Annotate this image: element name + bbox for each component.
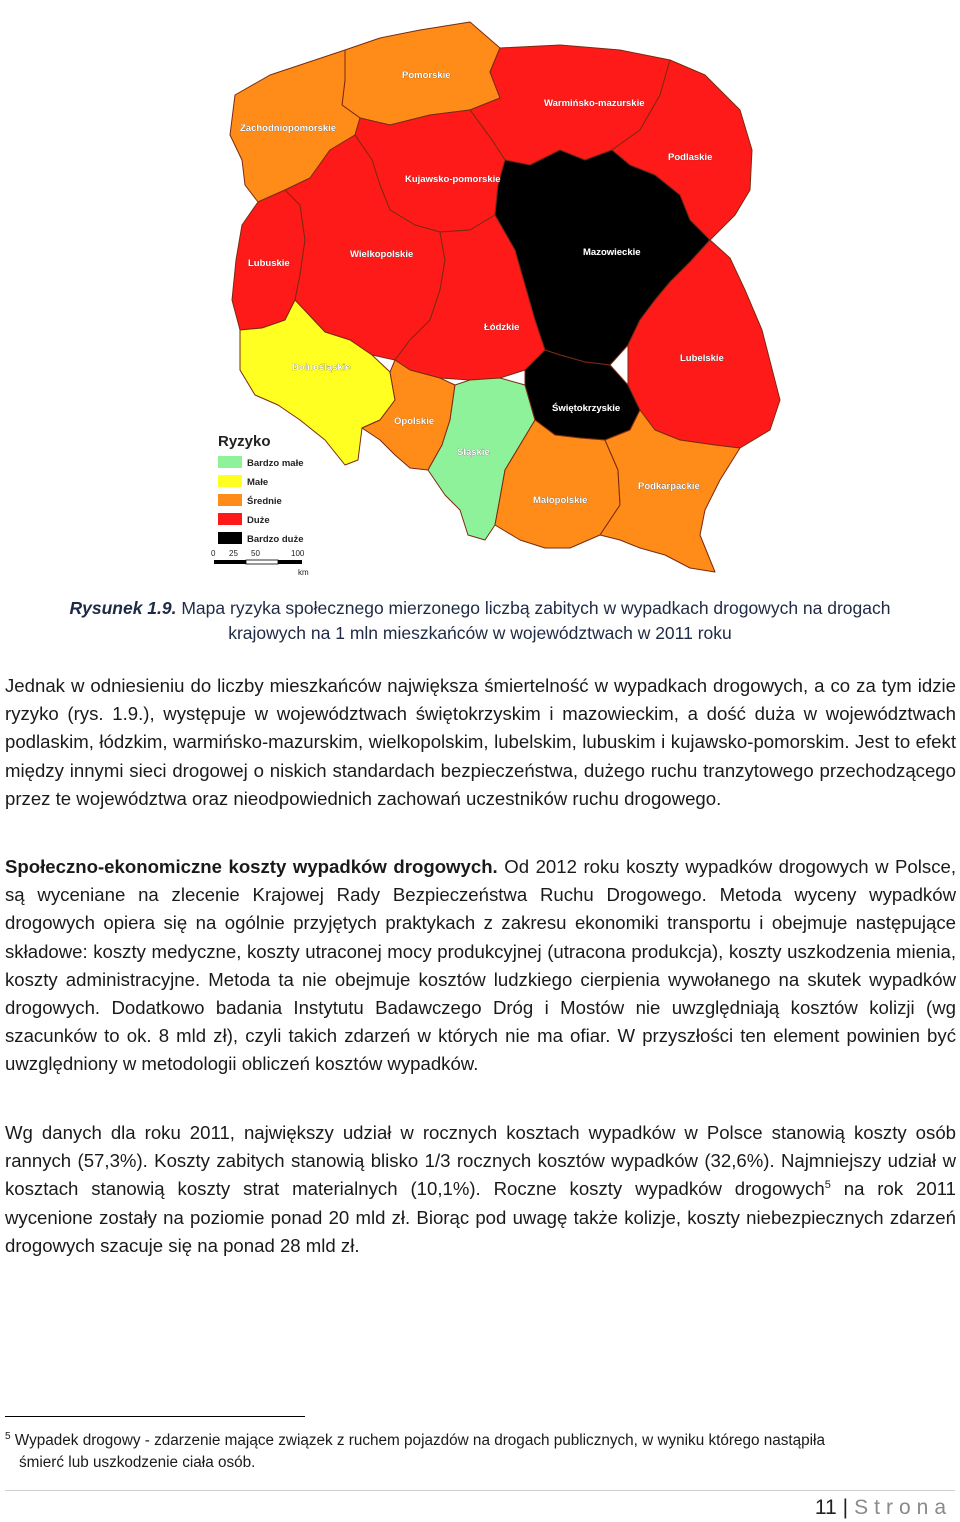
scale-tick-50: 50 xyxy=(251,549,260,558)
legend-label: Średnie xyxy=(247,496,282,507)
legend-label: Bardzo małe xyxy=(247,458,304,469)
label-lubuskie: Lubuskie xyxy=(248,258,290,269)
scale-bar xyxy=(211,549,309,577)
page-separator: | xyxy=(842,1496,849,1519)
caption-label: Rysunek 1.9. xyxy=(69,598,177,618)
legend-swatch xyxy=(218,456,242,468)
paragraph-3-text-b: na rok 2011 wycenione zostały na poziomie ponad 20 mld zł. Biorąc pod uwagę także kolizje, koszty niebezpiecznych zdarzeń drogowych szacuje się na ponad 28 mld zł. xyxy=(5,1178,956,1256)
paragraph-2 xyxy=(5,853,956,1079)
legend-title: Ryzyko xyxy=(218,433,271,450)
page-number xyxy=(815,1494,952,1522)
paragraph-2-text: Od 2012 roku koszty wypadków drogowych w Polsce, są wyceniane na zlecenie Krajowej Rady Bezpieczeństwa Ruchu Drogowego. Metoda wyceny wypadków drogowych opiera się na ogólnie przyjętych praktykach z zakresu ekonomiki transportu i obejmuje następujące składowe: koszty medyczne, koszty utraconej mocy produkcyjnej (utracona produkcja), koszty uszkodzenia mienia, koszty administracyjne. Metoda ta nie obejmuje kosztów ludzkiego cierpienia wywołanego na skutek wypadków drogowych. Dodatkowo badania Instytutu Badawczego Dróg i Mostów nie uwzględniają kosztów kolizji (wg szacunków to ok. 8 mld zł), czyli takich zdarzeń w których nie ma ofiar. W przyszłości ten element powinien być uwzględniony w metodologii obliczeń kosztów wypadków. xyxy=(5,856,957,1075)
legend-swatch xyxy=(218,475,242,487)
label-swietokrzyskie: Świętokrzyskie xyxy=(552,403,621,414)
page-word: Strona xyxy=(854,1496,952,1519)
label-wielkopolskie: Wielkopolskie xyxy=(350,249,414,260)
map-legend xyxy=(218,433,304,545)
page-footer-rule xyxy=(5,1490,955,1491)
paragraph-3-text-a: Wg danych dla roku 2011, największy udział w rocznych kosztach wypadków w Polsce stanowią koszty osób rannych (57,3%). Koszty zabitych stanowią blisko 1/3 rocznych kosztów wypadków (32,6%). Najmniejszy udział w kosztach stanowią koszty strat materialnych (10,1%). Roczne koszty wypadków drogowych xyxy=(5,1122,956,1200)
figure-caption xyxy=(0,596,960,646)
legend-label: Duże xyxy=(247,515,270,526)
label-podkarpackie: Podkarpackie xyxy=(638,481,700,492)
footnote xyxy=(5,1430,945,1474)
label-opolskie: Opolskie xyxy=(394,416,435,427)
label-slaskie: Śląskie xyxy=(457,447,490,458)
paragraph-3 xyxy=(5,1119,956,1260)
label-mazowieckie: Mazowieckie xyxy=(583,247,641,258)
footnote-ref[interactable]: 5 xyxy=(824,1179,831,1192)
paragraph-1: Jednak w odniesieniu do liczby mieszkańców największa śmiertelność w wypadkach drogowych, a co za tym idzie ryzyko (rys. 1.9.), występuje w województwach świętokrzyskim i mazowieckim, a dość duża w województwach podlaskim, łódzkim, warmińsko-mazurskim, wielkopolskim, lubelskim, lubuskim i kujawsko-pomorskim. Jest to efekt między innymi sieci drogowej o niskich standardach bezpieczeństwa, dużego ruchu tranzytowego przechodzącego przez te województwa oraz nieodpowiednich zachowań uczestników ruchu drogowego. xyxy=(5,675,956,809)
caption-line2: krajowych na 1 mln mieszkańców w województwach w 2011 roku xyxy=(228,623,732,643)
label-malopolskie: Małopolskie xyxy=(533,495,588,506)
scale-unit: km xyxy=(298,568,309,577)
legend-swatch xyxy=(218,494,242,506)
label-dolnoslaskie: Dolnośląskie xyxy=(292,362,351,373)
section-heading: Społeczno-ekonomiczne koszty wypadków drogowych. xyxy=(5,856,498,877)
footnote-number: 5 xyxy=(5,1430,11,1442)
legend-swatch xyxy=(218,513,242,525)
label-podlaskie: Podlaskie xyxy=(668,152,713,163)
footnote-rule xyxy=(5,1416,305,1417)
footnote-line2: śmierć lub uszkodzenie ciała osób. xyxy=(19,1454,256,1471)
label-pomorskie: Pomorskie xyxy=(402,70,451,81)
legend-swatch xyxy=(218,532,242,544)
legend-label: Małe xyxy=(247,477,269,488)
scale-tick-100: 100 xyxy=(291,549,305,558)
label-zachodniopomorskie: Zachodniopomorskie xyxy=(240,123,337,134)
page-number-value: 11 xyxy=(814,1496,837,1519)
label-warminsko-mazurskie: Warmińsko-mazurskie xyxy=(544,98,645,109)
label-lubelskie: Lubelskie xyxy=(680,353,724,364)
footnote-line1: Wypadek drogowy - zdarzenie mające związek z ruchem pojazdów na drogach publicznych, w wyniku którego nastąpiła xyxy=(10,1432,825,1449)
caption-line1: Mapa ryzyka społecznego mierzonego liczbą zabitych w wypadkach drogowych na drogach xyxy=(181,598,891,618)
legend-label: Bardzo duże xyxy=(247,534,304,545)
label-kujawsko-pomorskie: Kujawsko-pomorskie xyxy=(405,174,501,185)
label-lodzkie: Łódzkie xyxy=(484,322,520,333)
risk-map-figure xyxy=(195,0,785,585)
scale-tick-0: 0 xyxy=(211,549,216,558)
scale-tick-25: 25 xyxy=(229,549,238,558)
